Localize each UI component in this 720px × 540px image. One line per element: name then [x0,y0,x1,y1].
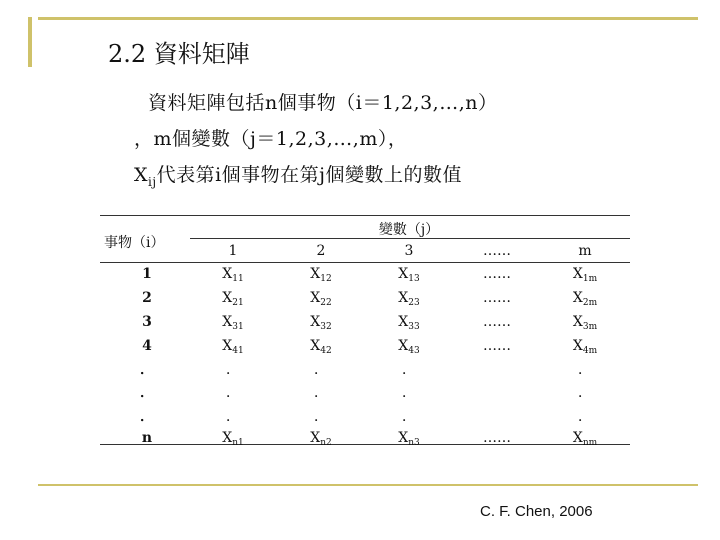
table-cell: ． [578,385,592,401]
row-label: ． [140,385,154,401]
table-cell: $X_{4m}$ [572,338,598,356]
table-cell: $X_{22}$ [310,290,332,308]
table-cell: …… [483,290,511,306]
table-cell: $X_{1m}$ [572,266,598,284]
row-label: n [141,430,153,446]
column-header: 3 [404,243,414,259]
table-cell: ． [402,409,416,425]
row-label: ． [140,409,154,425]
row-header: 事物（i） [104,235,165,251]
table-cell: $X_{23}$ [398,290,420,308]
variable-header: 變數（j） [378,222,440,238]
table-cell: $X_{43}$ [398,338,420,356]
table-cell: $X_{32}$ [310,314,332,332]
table-cell: ． [578,409,592,425]
table-cell: …… [483,338,511,354]
table-cell: $X_{2m}$ [572,290,598,308]
table-cell: ． [226,362,240,378]
table-cell: …… [483,266,511,282]
table-cell: $X_{21}$ [222,290,244,308]
table-top-line [100,215,630,216]
row-label: ． [140,362,154,378]
table-cell: ． [578,362,592,378]
table-cell: …… [483,430,511,446]
row-label: 1 [142,266,152,282]
table-cell: ． [226,385,240,401]
paragraph-line-1: 資料矩陣包括n個事物（i＝1,2,3,…,n） [148,92,498,114]
table-cell: $X_{31}$ [222,314,244,332]
table-cell: $X_{3m}$ [572,314,598,332]
column-header: m [578,243,592,259]
table-cell: ． [314,385,328,401]
column-header: 1 [228,243,238,259]
table-cell: $X_{13}$ [398,266,420,284]
table-cell: ． [226,409,240,425]
table-cell: $X_{n1}$ [222,430,244,448]
row-label: 2 [142,290,152,306]
table-cell: …… [483,314,511,330]
table-cell: ． [402,362,416,378]
column-header: …… [483,243,511,259]
paragraph-line-2: ，m個變數（j＝1,2,3,…,m）， [134,128,408,150]
table-cell: $X_{nm}$ [572,430,598,448]
table-bottom-line [100,444,630,445]
row-label: 4 [142,338,152,354]
table-cell: $X_{41}$ [222,338,244,356]
row-label: 3 [142,314,152,330]
table-header-bottom-line [100,262,630,263]
table-cell: ． [402,385,416,401]
footer-credit: C. F. Chen, 2006 [480,503,593,520]
table-cell: $X_{42}$ [310,338,332,356]
slide-title: 2.2 資料矩陣 [108,40,250,68]
table-cell: $X_{11}$ [222,266,244,284]
table-cell: ． [314,409,328,425]
table-cell: ． [314,362,328,378]
paragraph-line-3: $X_{ij}$代表第i個事物在第j個變數上的數值 [134,164,463,189]
table-cell: $X_{n2}$ [310,430,332,448]
column-header: 2 [316,243,326,259]
table-cell: $X_{n3}$ [398,430,420,448]
table-cell: $X_{12}$ [310,266,332,284]
table-cell: $X_{33}$ [398,314,420,332]
